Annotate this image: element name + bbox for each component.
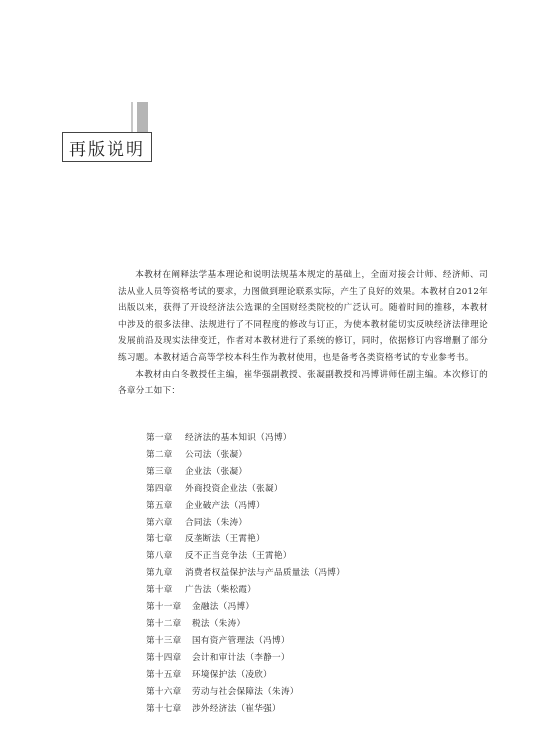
list-item [146, 667, 345, 684]
chapter-number: 第六章 [146, 517, 173, 528]
section-title-box [62, 132, 152, 162]
list-item [146, 464, 345, 481]
chapter-number: 第十三章 [146, 635, 182, 646]
chapter-title: 企业破产法（冯博） [185, 500, 266, 511]
chapter-title: 税法（朱涛） [192, 618, 246, 629]
chapter-number: 第十二章 [146, 618, 182, 629]
chapter-number: 第十一章 [146, 602, 182, 613]
chapter-title: 外商投资企业法（张凝） [185, 483, 283, 494]
list-item [146, 548, 345, 565]
chapter-number: 第二章 [146, 449, 173, 460]
chapter-title: 国有资产管理法（冯博） [192, 635, 290, 646]
chapter-title: 反不正当竞争法（王霄艳） [185, 551, 292, 562]
paragraph: 本教材在阐释法学基本理论和说明法规基本规定的基础上，全面对接会计师、经济师、司法从业人员等资格考试的要求，力图做到理论联系实际，产生了良好的效果。本教材自2012年出版以来，获得了开设经济法公选课的全国财经类院校的广泛认可。随着时间的推移，本教材中涉及的很多法律、法规进行了不同程度的修改与订正，为使本教材能切实反映经济法律理论发展前沿及现实法律变迁，作者对本教材进行了系统的修订，同时，依据修订内容增删了部分练习题。本教材适合高等学校本科生作为教材使用，也是备考各类资格考试的专业参考书。 [118, 270, 488, 363]
chapter-number: 第三章 [146, 466, 173, 477]
body-text [118, 267, 488, 400]
chapter-title: 广告法（柴松霞） [185, 585, 257, 596]
chapter-title: 环境保护法（凌欣） [192, 669, 273, 680]
chapter-title: 反垄断法（王霄艳） [185, 534, 266, 545]
list-item [146, 616, 345, 633]
list-item [146, 515, 345, 532]
decorative-thin-bar [131, 102, 133, 132]
list-item [146, 599, 345, 616]
chapter-number: 第七章 [146, 534, 173, 545]
list-item [146, 481, 345, 498]
chapter-number: 第九章 [146, 568, 173, 579]
chapter-title: 合同法（朱涛） [185, 517, 248, 528]
decorative-bar [137, 102, 148, 132]
chapter-number: 第十六章 [146, 686, 182, 697]
list-item [146, 531, 345, 548]
chapter-title: 金融法（冯博） [192, 602, 255, 613]
chapter-list [146, 430, 345, 717]
list-item [146, 498, 345, 515]
list-item [146, 633, 345, 650]
chapter-number: 第十五章 [146, 669, 182, 680]
list-item [146, 684, 345, 701]
list-item [146, 701, 345, 718]
chapter-number: 第十四章 [146, 652, 182, 663]
list-item [146, 582, 345, 599]
chapter-title: 消费者权益保护法与产品质量法（冯博） [185, 568, 346, 579]
list-item [146, 565, 345, 582]
chapter-title: 经济法的基本知识（冯博） [185, 433, 292, 443]
chapter-number: 第十七章 [146, 703, 182, 714]
chapter-number: 第五章 [146, 500, 173, 511]
list-item [146, 447, 345, 464]
chapter-title: 公司法（张凝） [185, 449, 248, 460]
chapter-title: 劳动与社会保障法（朱涛） [192, 686, 299, 697]
chapter-title: 会计和审计法（李静一） [192, 652, 290, 663]
chapter-number: 第一章 [146, 433, 173, 443]
page-title: 再版说明 [69, 139, 145, 160]
chapter-title: 涉外经济法（崔华强） [192, 703, 281, 714]
chapter-number: 第八章 [146, 551, 173, 562]
chapter-number: 第十章 [146, 585, 173, 596]
list-item [146, 430, 345, 447]
list-item [146, 650, 345, 667]
chapter-number: 第四章 [146, 483, 173, 494]
chapter-title: 企业法（张凝） [185, 466, 248, 477]
paragraph: 本教材由白冬教授任主编，崔华强副教授、张凝副教授和冯博讲师任副主编。本次修订的各章分工如下： [118, 369, 488, 397]
